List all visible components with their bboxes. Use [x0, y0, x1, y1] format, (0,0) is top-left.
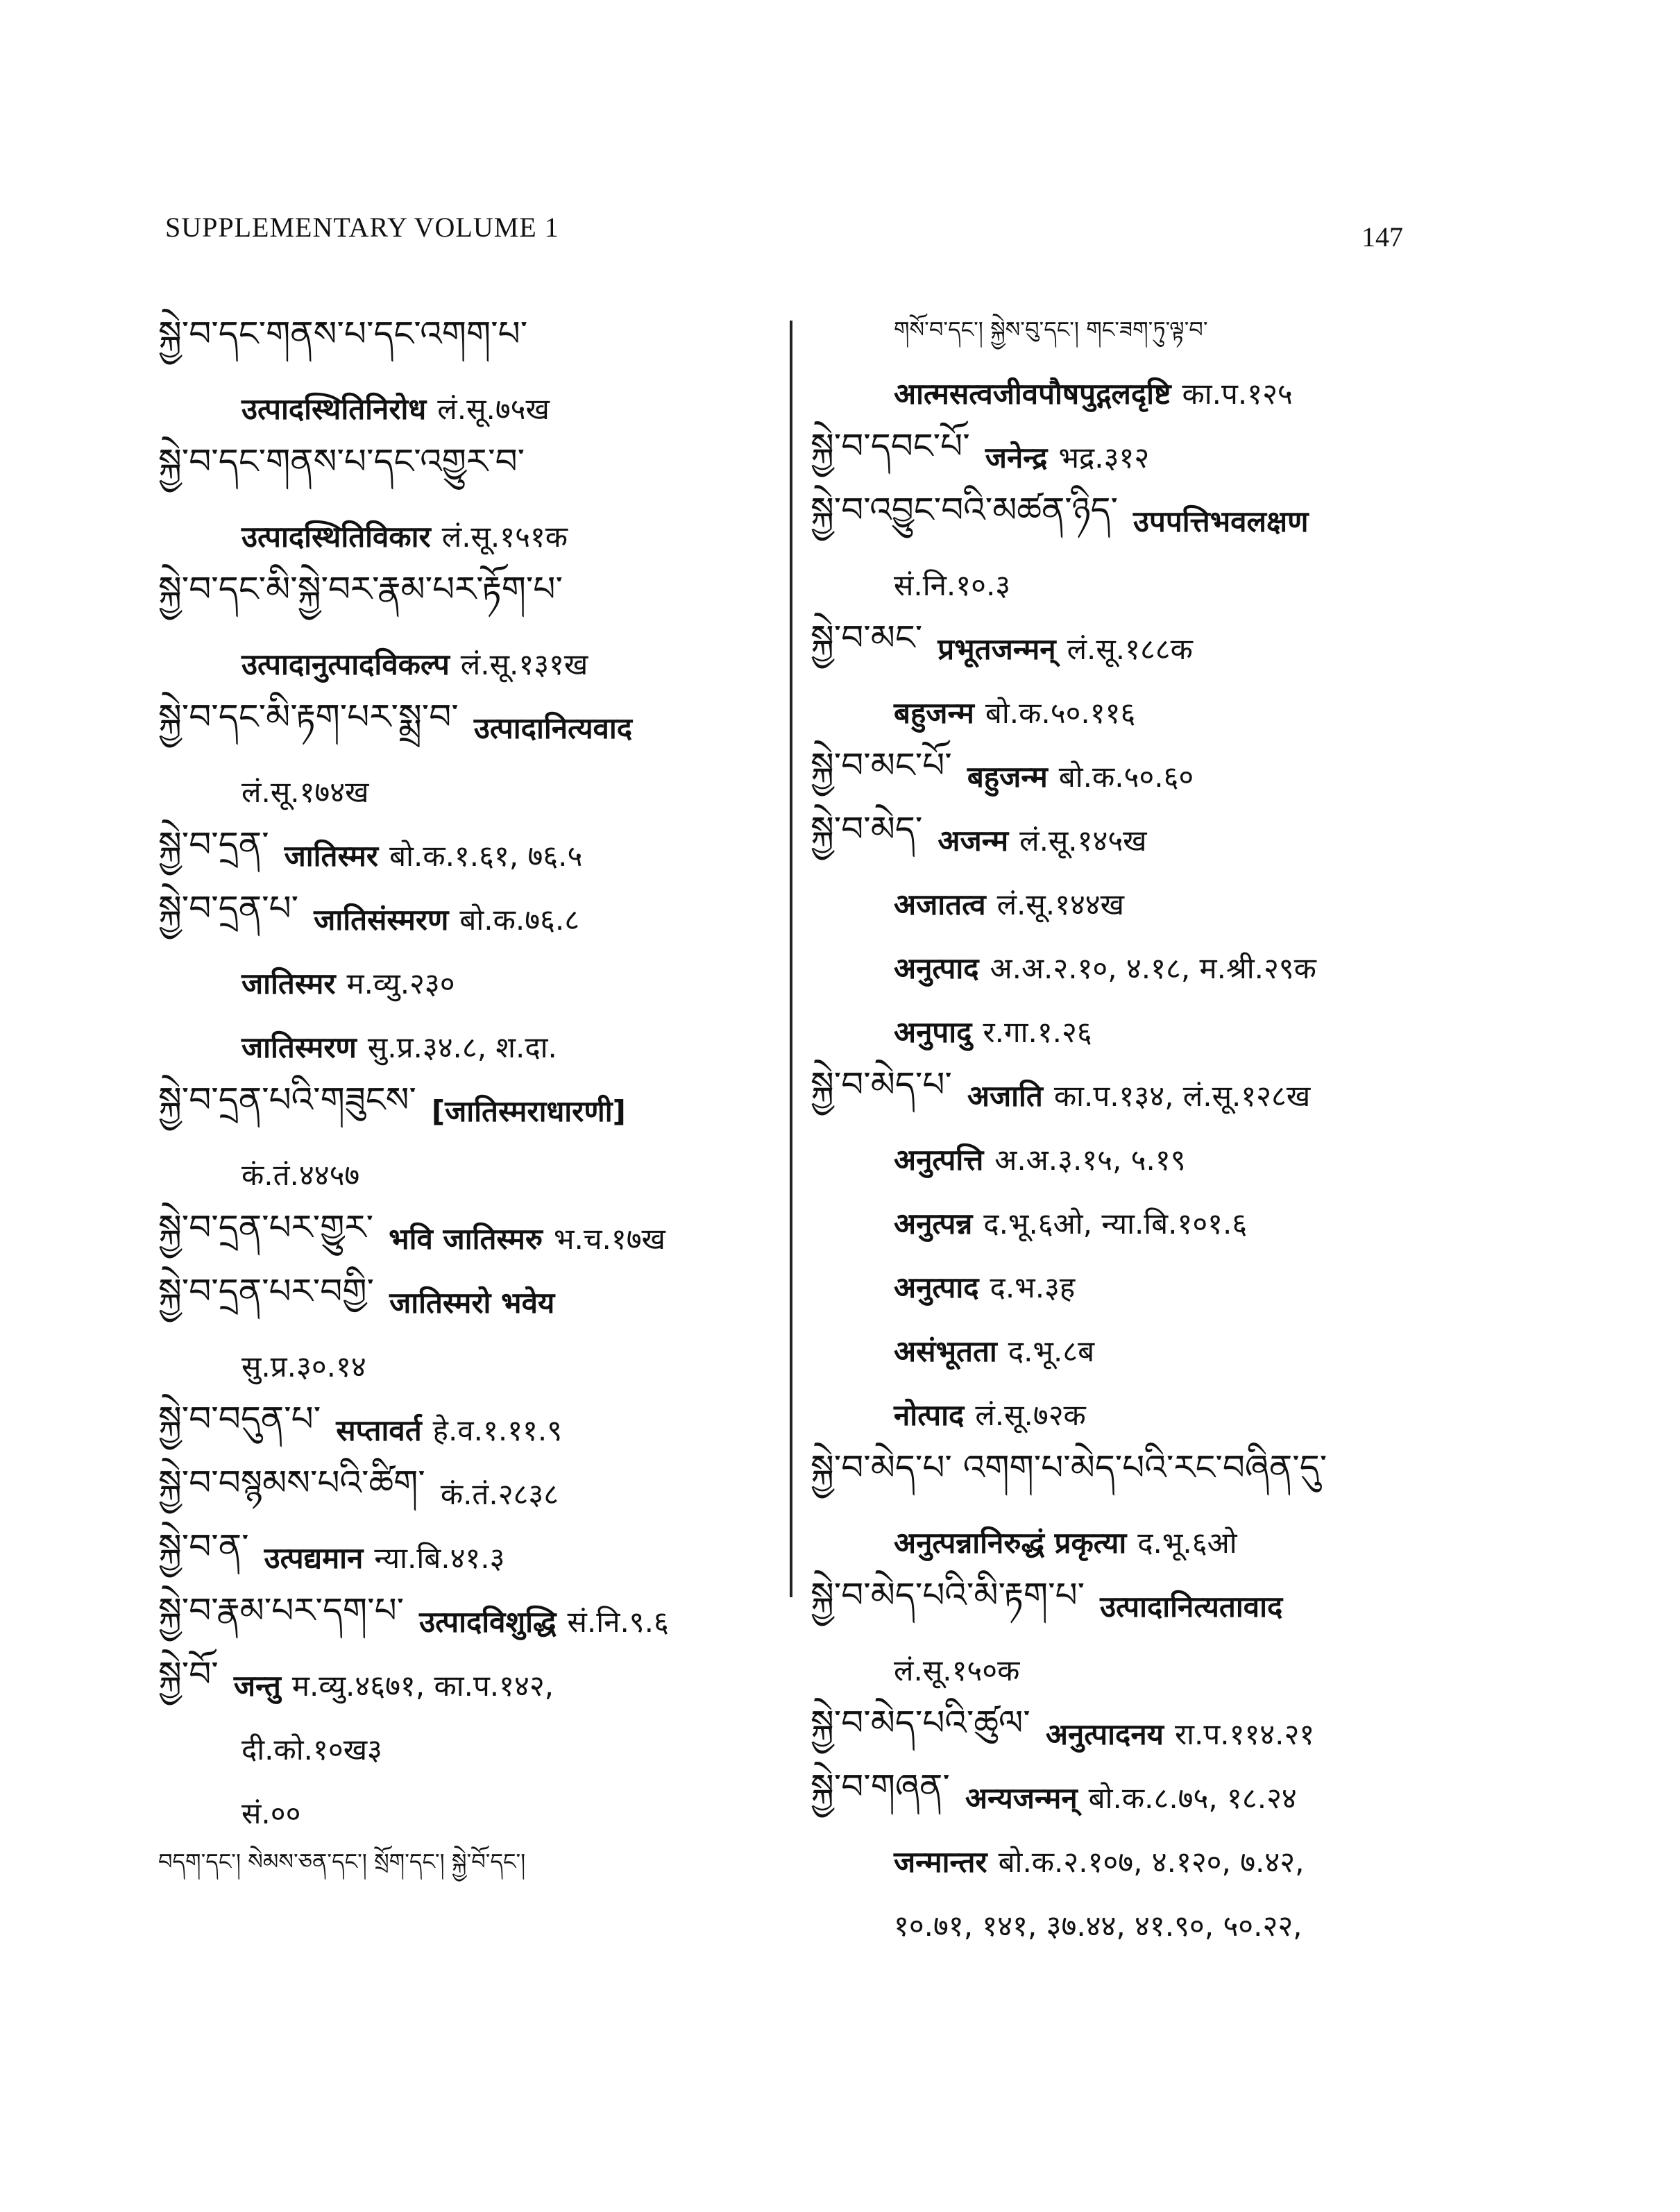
tibetan-term: སྐྱེ་བ་དབང་པོ་: [811, 426, 970, 466]
source-reference: कं.तं.४४५७: [241, 1157, 360, 1192]
dictionary-entry: [811, 1063, 1525, 1127]
tibetan-term: སྐྱེ་བ་མེད་པ་ འགག་པ་མེད་པའི་རང་བཞིན་དུ་: [811, 1447, 1327, 1488]
tibetan-term: སྐྱེ་བ་བསྙམས་པའི་ཚིག་: [158, 1463, 425, 1503]
source-reference: बो.क.५०.११६: [985, 695, 1136, 730]
source-reference: का.प.१३४, लं.सू.१२८ख: [1053, 1078, 1311, 1113]
tibetan-term: སྐྱེ་བ་དྲན་པའི་གཟུངས་: [158, 1080, 416, 1120]
sanskrit-equivalent: उपपत्तिभवलक्षण: [1133, 504, 1309, 538]
sanskrit-equivalent: अनुत्पादनय: [1045, 1717, 1164, 1751]
sanskrit-equivalent: जातिस्मर: [284, 838, 379, 873]
source-reference: लं.सू.१५०क: [894, 1653, 1020, 1687]
sanskrit-equivalent: अजन्म: [937, 823, 1009, 858]
dictionary-entry: [158, 440, 769, 504]
source-reference: लं.सू.१७४ख: [241, 774, 369, 809]
source-reference: म.व्यु.४६७१, का.प.१४२,: [291, 1668, 554, 1703]
dictionary-entry: [811, 1318, 1525, 1382]
sanskrit-equivalent: उत्पादानित्यतावाद: [1100, 1589, 1283, 1624]
sanskrit-equivalent: प्रभूतजन्मन्: [937, 631, 1056, 666]
tibetan-term: སྐྱེ་བ་དྲན་པར་གྱུར་: [158, 1207, 374, 1248]
sanskrit-equivalent: जातिस्मरण: [241, 1030, 357, 1064]
sanskrit-equivalent: उत्पादानुत्पादविकल्प: [241, 647, 450, 681]
dictionary-entry: [811, 1893, 1525, 1957]
tibetan-term: སྐྱེ་བ་མེད་པའི་མི་རྟག་པ་: [811, 1575, 1085, 1615]
dictionary-entry: [811, 1191, 1525, 1254]
sanskrit-equivalent: जन्तु: [233, 1668, 281, 1703]
source-reference: लं.सू.१८८क: [1067, 631, 1193, 666]
sanskrit-equivalent: असंभूतता: [894, 1334, 997, 1368]
dictionary-entry: [811, 1765, 1525, 1829]
tibetan-term: སྐྱེ་བ་དང་གནས་པ་དང་འགག་པ་: [158, 314, 528, 354]
dictionary-entry: [811, 1574, 1525, 1637]
page-number: 147: [1361, 221, 1403, 253]
tibetan-term: སྐྱེ་བ་མང་: [811, 618, 923, 658]
source-reference: द.भू.६ओ, न्या.बि.१०१.६: [983, 1206, 1248, 1241]
tibetan-term: སྐྱེ་བ་བདུན་པ་: [158, 1399, 321, 1439]
sanskrit-equivalent: अनुपादु: [894, 1014, 972, 1049]
source-reference: द.भू.८ब: [1008, 1334, 1095, 1368]
source-reference: सु.प्र.३४.८, श.दा.: [367, 1030, 557, 1064]
source-reference: बो.क.२.१०७, ४.१२०, ७.४२,: [998, 1844, 1305, 1879]
source-reference: १०.७१, १४१, ३७.४४, ४१.९०, ५०.२२,: [894, 1908, 1303, 1943]
tibetan-term: སྐྱེ་བ་དྲན་པ་: [158, 888, 299, 928]
source-reference: अ.अ.३.१५, ५.१९: [994, 1142, 1186, 1177]
source-reference: सं.००: [241, 1796, 301, 1830]
sanskrit-equivalent: अन्यजन्मन्: [965, 1780, 1078, 1815]
running-title: SUPPLEMENTARY VOLUME 1: [165, 212, 559, 243]
tibetan-term: སྐྱེ་བ་དང་གནས་པ་དང་འགྱུར་བ་: [158, 441, 525, 482]
tibetan-term: སྐྱེ་བ་དང་མི་སྐྱེ་བར་རྣམ་པར་རྟོག་པ་: [158, 569, 563, 609]
source-reference: भ.च.१७ख: [553, 1221, 665, 1256]
source-reference: द.भू.६ओ: [1137, 1525, 1237, 1560]
dictionary-entry: [158, 695, 769, 759]
sanskrit-equivalent: अजातत्व: [894, 887, 986, 921]
source-reference: कं.तं.२८३८: [440, 1477, 559, 1511]
tibetan-term: བདག་དང་། སེམས་ཅན་དང་། སྲོག་དང་། སྐྱེ་བོ་དང་།: [158, 1848, 526, 1875]
tibetan-term: སྐྱེ་བ་མེད་: [811, 809, 923, 849]
dictionary-entry: [158, 1780, 769, 1844]
dictionary-entry: [158, 887, 769, 951]
sanskrit-equivalent: बहुजन्म: [894, 695, 974, 730]
dictionary-entry: [158, 568, 769, 631]
sanskrit-equivalent: उत्पादस्थितिविकार: [241, 519, 431, 554]
dictionary-entry: [158, 1844, 769, 1893]
tibetan-term: སྐྱེ་བ་དང་མི་རྟག་པར་སྨྲ་བ་: [158, 697, 459, 737]
source-reference: लं.सू.१४४ख: [996, 887, 1125, 921]
right-column: [811, 312, 1525, 1957]
source-reference: लं.सू.१५१क: [441, 519, 568, 554]
tibetan-term: སྐྱེ་བ་འབྱུང་བའི་མཚན་ཉིད་: [811, 490, 1118, 530]
tibetan-term: སྐྱེ་བ་ན་: [158, 1526, 249, 1567]
sanskrit-equivalent: जातिस्मर: [241, 966, 336, 1001]
dictionary-entry: [811, 312, 1525, 361]
dictionary-entry: [158, 1717, 769, 1780]
source-reference: हे.व.१.११.९: [432, 1413, 563, 1447]
source-reference: न्या.बि.४१.३: [374, 1540, 505, 1575]
source-reference: सु.प्र.३०.१४: [241, 1349, 366, 1384]
sanskrit-equivalent: सप्तावर्त: [336, 1413, 422, 1447]
sanskrit-equivalent: अनुत्पत्ति: [894, 1142, 984, 1177]
sanskrit-equivalent: जातिस्मरो भवेय: [389, 1285, 555, 1320]
column-divider: [790, 321, 792, 1597]
sanskrit-equivalent: उत्पद्यमान: [264, 1540, 364, 1575]
sanskrit-equivalent: [जातिस्मराधारणी]: [431, 1094, 626, 1128]
dictionary-entry: [811, 1254, 1525, 1318]
source-reference: बो.क.५०.६०: [1058, 759, 1194, 794]
source-reference: म.व्यु.२३०: [346, 966, 455, 1001]
tibetan-term: སྐྱེ་བ་མེད་པ་: [811, 1064, 952, 1105]
source-reference: रा.प.११४.२१: [1175, 1717, 1315, 1751]
sanskrit-equivalent: अनुत्पाद: [894, 1270, 979, 1304]
dictionary-entry: [158, 1078, 769, 1142]
dictionary-entry: [158, 1461, 769, 1525]
tibetan-term: སྐྱེ་བ་མང་པོ་: [811, 745, 952, 785]
sanskrit-equivalent: अनुत्पन्न: [894, 1206, 973, 1241]
dictionary-entry: [158, 312, 769, 376]
source-reference: दी.को.१०ख३: [241, 1732, 382, 1767]
source-reference: लं.सू.७२क: [975, 1397, 1086, 1432]
sanskrit-equivalent: उत्पादानित्यवाद: [473, 711, 633, 745]
source-reference: द.भ.३ह: [990, 1270, 1076, 1304]
source-reference: लं.सू.१३१ख: [460, 647, 588, 681]
source-reference: सं.नि.१०.३: [894, 568, 1011, 602]
sanskrit-equivalent: जनेन्द्र: [985, 440, 1048, 475]
source-reference: बो.क.१.६१, ७६.५: [389, 838, 583, 873]
source-reference: र.गा.१.२६: [983, 1014, 1092, 1049]
sanskrit-equivalent: आत्मसत्वजीवपौषपुद्गलदृष्टि: [894, 376, 1171, 411]
dictionary-entry: [811, 1446, 1525, 1510]
sanskrit-equivalent: अनुत्पाद: [894, 951, 979, 985]
tibetan-term: སྐྱེ་བ་དྲན་པར་བགྱི་: [158, 1271, 375, 1311]
tibetan-term: སྐྱེ་བ་གཞན་: [811, 1767, 950, 1807]
source-reference: बो.क.८.७५, १८.२४: [1088, 1780, 1297, 1815]
sanskrit-equivalent: उत्पादविशुद्धि: [419, 1604, 557, 1639]
sanskrit-equivalent: अनुत्पन्नानिरुद्धं प्रकृत्या: [894, 1525, 1127, 1560]
dictionary-entry: [158, 1270, 769, 1334]
source-reference: अ.अ.२.१०, ४.१८, म.श्री.२९क: [990, 951, 1316, 985]
sanskrit-equivalent: भवि जातिस्मरु: [389, 1221, 543, 1256]
tibetan-term: སྐྱེ་བོ་: [158, 1654, 219, 1694]
tibetan-term: གསོ་བ་དང་། སྐྱེས་བུ་དང་། གང་ཟག་ཏུ་ལྟ་བ་: [894, 316, 1208, 343]
dictionary-entry: [811, 616, 1525, 680]
tibetan-term: སྐྱེ་བ་མེད་པའི་ཚུལ་: [811, 1703, 1030, 1743]
source-reference: भद्र.३१२: [1058, 440, 1150, 475]
source-reference: का.प.१२५: [1182, 376, 1293, 411]
left-column: [158, 312, 769, 1893]
source-reference: लं.सू.१४५ख: [1019, 823, 1147, 858]
sanskrit-equivalent: नोत्पाद: [894, 1397, 965, 1432]
source-reference: सं.नि.९.६: [567, 1604, 669, 1639]
sanskrit-equivalent: उत्पादस्थितिनिरोध: [241, 391, 427, 426]
sanskrit-equivalent: अजाति: [967, 1078, 1043, 1113]
tibetan-term: སྐྱེ་བ་རྣམ་པར་དག་པ་: [158, 1590, 405, 1631]
sanskrit-equivalent: जातिसंस्मरण: [314, 902, 449, 937]
source-reference: बो.क.७६.८: [459, 902, 580, 937]
sanskrit-equivalent: बहुजन्म: [967, 759, 1048, 794]
dictionary-entry: [811, 935, 1525, 999]
tibetan-term: སྐྱེ་བ་དྲན་: [158, 824, 269, 865]
source-reference: लं.सू.७५ख: [437, 391, 550, 426]
dictionary-entry: [811, 488, 1525, 552]
dictionary-entry: [811, 808, 1525, 871]
sanskrit-equivalent: जन्मान्तर: [894, 1844, 987, 1879]
dictionary-entry: [158, 1589, 769, 1653]
